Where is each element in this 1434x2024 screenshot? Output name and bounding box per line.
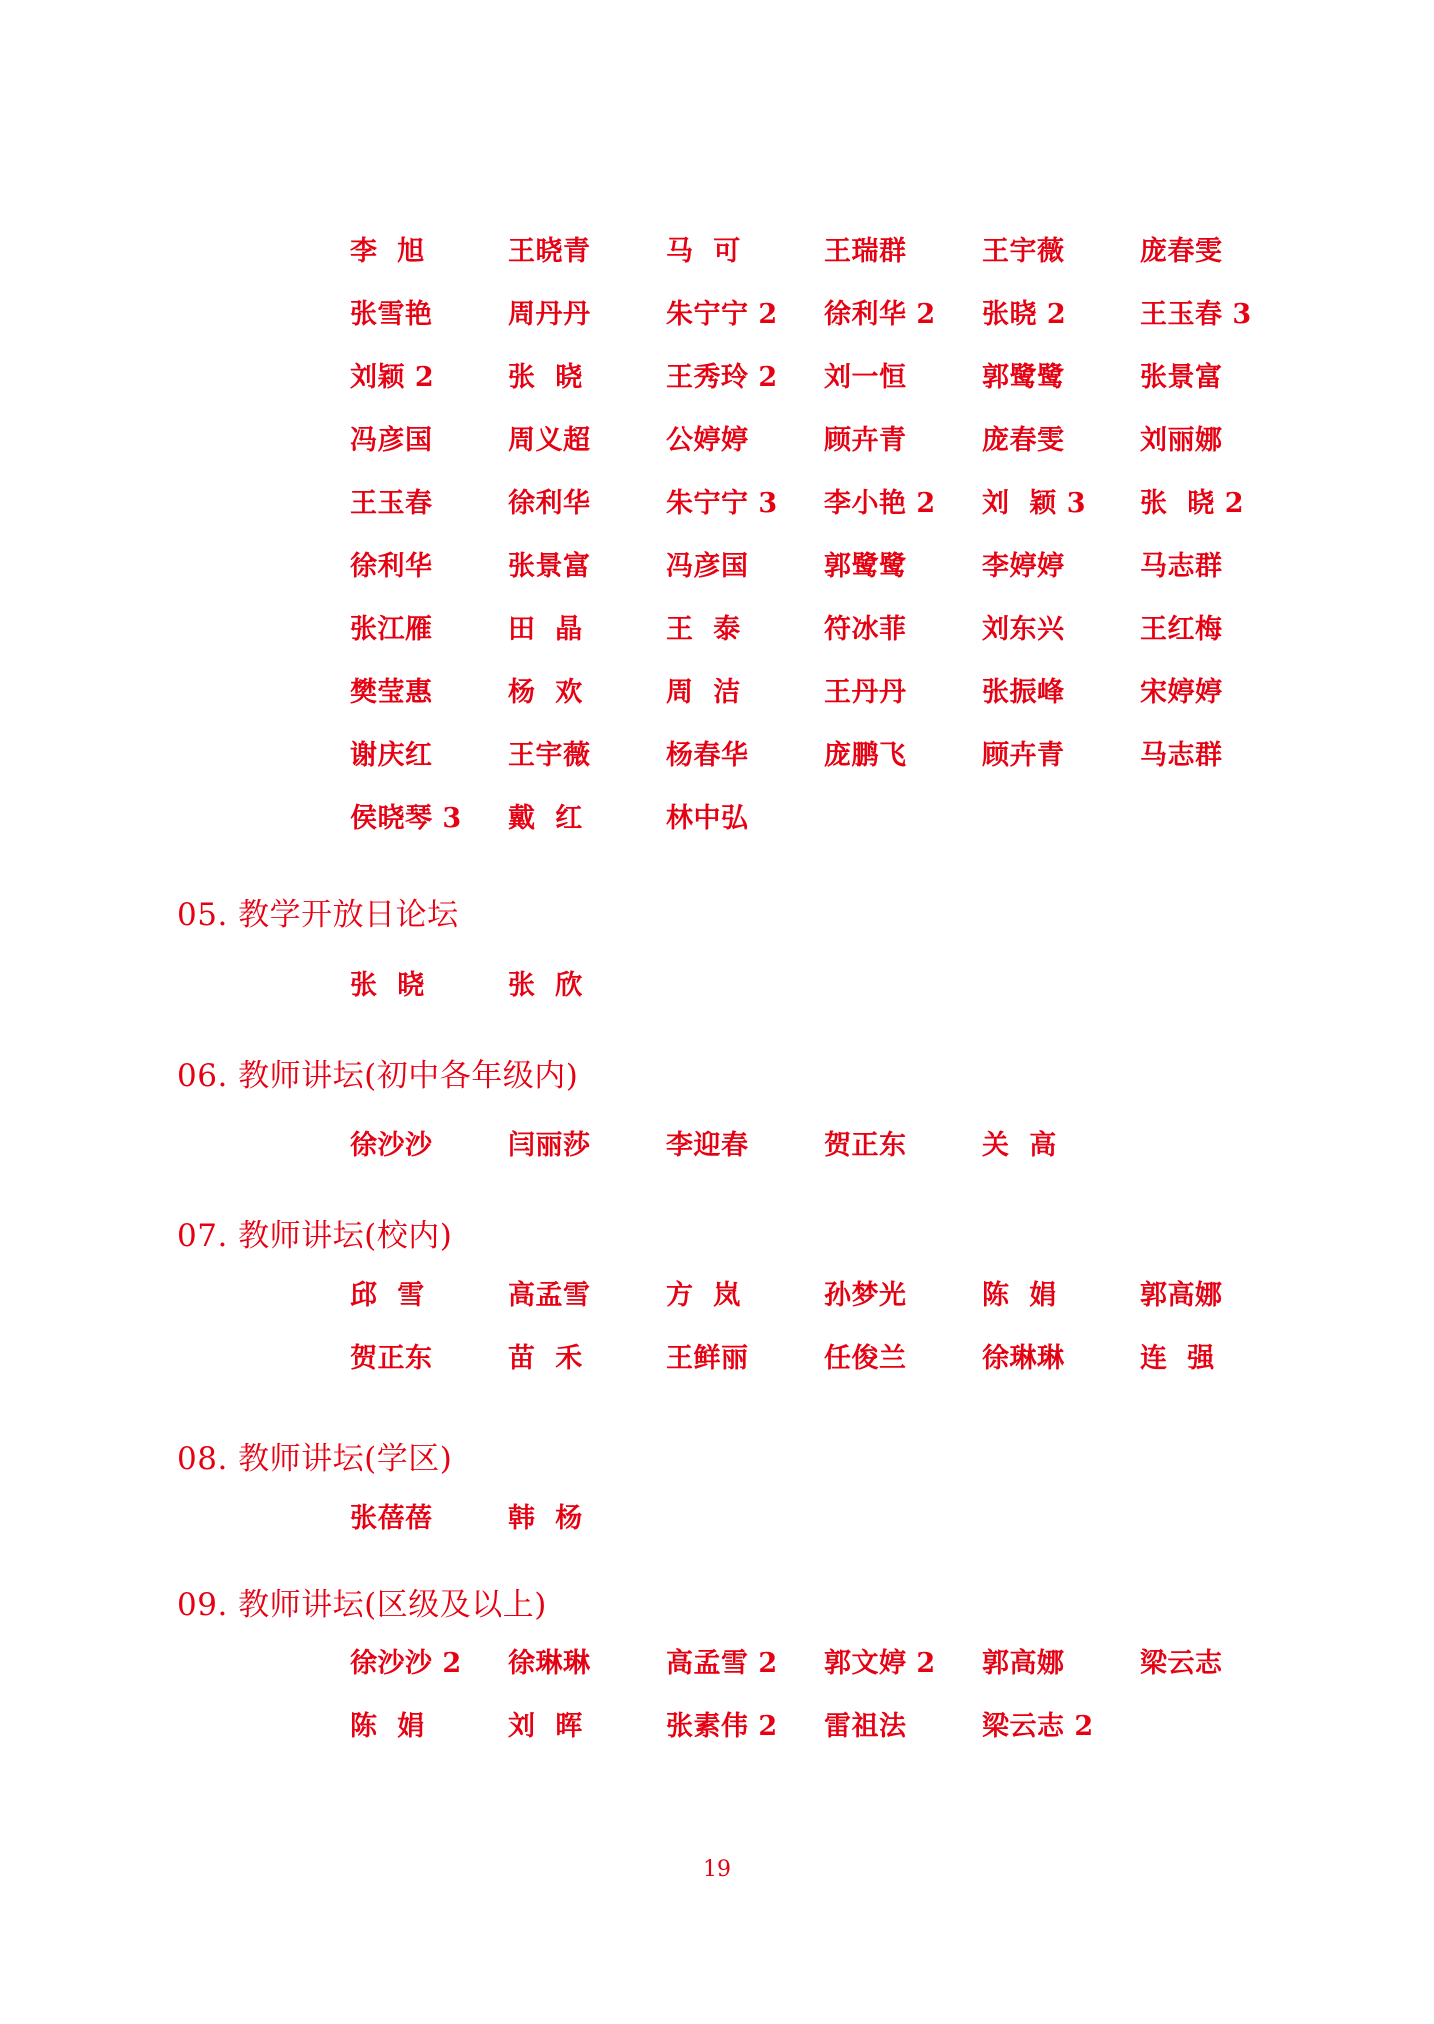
name-entry: 刘颖 2 <box>350 362 435 393</box>
name-entry: 任俊兰 <box>824 1343 907 1374</box>
name-entry: 韩 杨 <box>508 1503 583 1534</box>
name-entry: 李 旭 <box>350 236 425 267</box>
name-entry: 郭文婷 2 <box>824 1648 936 1679</box>
name-entry: 王红梅 <box>1140 614 1223 645</box>
name-entry: 王秀玲 2 <box>666 362 778 393</box>
name-entry: 陈 娟 <box>350 1711 425 1742</box>
name-entry: 宋婷婷 <box>1140 677 1223 708</box>
name-grid-09 <box>350 1644 1298 1770</box>
name-entry: 关 高 <box>982 1130 1057 1161</box>
name-entry: 贺正东 <box>350 1343 433 1374</box>
name-entry: 张 欣 <box>508 970 583 1001</box>
name-grid-top <box>350 232 1298 862</box>
name-entry: 雷祖法 <box>824 1711 907 1742</box>
name-entry: 樊莹惠 <box>350 677 433 708</box>
name-entry: 徐琳琳 <box>508 1648 591 1679</box>
name-entry: 符冰菲 <box>824 614 907 645</box>
name-entry: 张 晓 <box>508 362 583 393</box>
name-entry: 庞春雯 <box>1140 236 1223 267</box>
name-entry: 刘一恒 <box>824 362 907 393</box>
name-entry: 王丹丹 <box>824 677 907 708</box>
name-entry: 张蓓蓓 <box>350 1503 433 1534</box>
name-entry: 张素伟 2 <box>666 1711 778 1742</box>
name-entry: 邱 雪 <box>350 1280 425 1311</box>
name-entry: 顾卉青 <box>824 425 907 456</box>
name-entry: 顾卉青 <box>982 740 1065 771</box>
name-entry: 闫丽莎 <box>508 1130 591 1161</box>
name-entry: 苗 禾 <box>508 1343 583 1374</box>
name-entry: 王宇薇 <box>508 740 591 771</box>
name-entry: 张江雁 <box>350 614 433 645</box>
name-entry: 张景富 <box>1140 362 1223 393</box>
name-entry: 刘 颖 3 <box>982 488 1086 519</box>
name-entry: 刘东兴 <box>982 614 1065 645</box>
name-entry: 连 强 <box>1140 1343 1215 1374</box>
name-entry: 冯彦国 <box>666 551 749 582</box>
name-entry: 侯晓琴 3 <box>350 803 462 834</box>
name-entry: 庞鹏飞 <box>824 740 907 771</box>
name-entry: 谢庆红 <box>350 740 433 771</box>
name-entry: 刘丽娜 <box>1140 425 1223 456</box>
name-entry: 梁云志 2 <box>982 1711 1094 1742</box>
name-entry: 高孟雪 2 <box>666 1648 778 1679</box>
name-entry: 李婷婷 <box>982 551 1065 582</box>
name-entry: 徐沙沙 <box>350 1130 433 1161</box>
name-entry: 徐利华 2 <box>824 299 936 330</box>
name-entry: 马志群 <box>1140 740 1223 771</box>
name-entry: 徐琳琳 <box>982 1343 1065 1374</box>
name-entry: 李迎春 <box>666 1130 749 1161</box>
name-entry: 张景富 <box>508 551 591 582</box>
name-entry: 王 泰 <box>666 614 741 645</box>
name-entry: 戴 红 <box>508 803 583 834</box>
name-entry: 周义超 <box>508 425 591 456</box>
name-entry: 张雪艳 <box>350 299 433 330</box>
name-entry: 方 岚 <box>666 1280 741 1311</box>
name-entry: 徐利华 <box>350 551 433 582</box>
name-entry: 张 晓 2 <box>1140 488 1244 519</box>
name-entry: 李小艳 2 <box>824 488 936 519</box>
name-entry: 朱宁宁 2 <box>666 299 778 330</box>
name-entry: 郭鹭鹭 <box>982 362 1065 393</box>
name-entry: 王玉春 3 <box>1140 299 1252 330</box>
name-entry: 朱宁宁 3 <box>666 488 778 519</box>
section-heading-05: 05. 教学开放日论坛 <box>177 897 459 933</box>
name-entry: 贺正东 <box>824 1130 907 1161</box>
section-heading-06: 06. 教师讲坛(初中各年级内) <box>177 1058 579 1094</box>
section-heading-09: 09. 教师讲坛(区级及以上) <box>177 1587 547 1623</box>
name-entry: 徐沙沙 2 <box>350 1648 462 1679</box>
name-entry: 杨 欢 <box>508 677 583 708</box>
name-entry: 郭高娜 <box>982 1648 1065 1679</box>
name-entry: 马 可 <box>666 236 741 267</box>
name-entry: 王瑞群 <box>824 236 907 267</box>
name-grid-06 <box>350 1126 1298 1189</box>
name-entry: 王晓青 <box>508 236 591 267</box>
name-entry: 马志群 <box>1140 551 1223 582</box>
section-heading-07: 07. 教师讲坛(校内) <box>177 1218 453 1254</box>
name-entry: 公婷婷 <box>666 425 749 456</box>
name-entry: 孙梦光 <box>824 1280 907 1311</box>
name-entry: 刘 晖 <box>508 1711 583 1742</box>
name-grid-05 <box>350 966 1298 1029</box>
name-entry: 王玉春 <box>350 488 433 519</box>
name-grid-08 <box>350 1499 1298 1562</box>
name-entry: 杨春华 <box>666 740 749 771</box>
name-entry: 张晓 2 <box>982 299 1067 330</box>
name-entry: 周丹丹 <box>508 299 591 330</box>
name-entry: 周 洁 <box>666 677 741 708</box>
name-entry: 梁云志 <box>1140 1648 1223 1679</box>
name-entry: 张振峰 <box>982 677 1065 708</box>
name-entry: 徐利华 <box>508 488 591 519</box>
name-entry: 田 晶 <box>508 614 583 645</box>
section-heading-08: 08. 教师讲坛(学区) <box>177 1441 453 1477</box>
page-number: 19 <box>703 1857 731 1882</box>
name-entry: 庞春雯 <box>982 425 1065 456</box>
name-entry: 陈 娟 <box>982 1280 1057 1311</box>
name-entry: 郭鹭鹭 <box>824 551 907 582</box>
name-grid-07 <box>350 1276 1298 1402</box>
name-entry: 冯彦国 <box>350 425 433 456</box>
name-entry: 王鲜丽 <box>666 1343 749 1374</box>
name-entry: 张 晓 <box>350 970 425 1001</box>
name-entry: 林中弘 <box>666 803 749 834</box>
name-entry: 郭高娜 <box>1140 1280 1223 1311</box>
name-entry: 高孟雪 <box>508 1280 591 1311</box>
name-entry: 王宇薇 <box>982 236 1065 267</box>
